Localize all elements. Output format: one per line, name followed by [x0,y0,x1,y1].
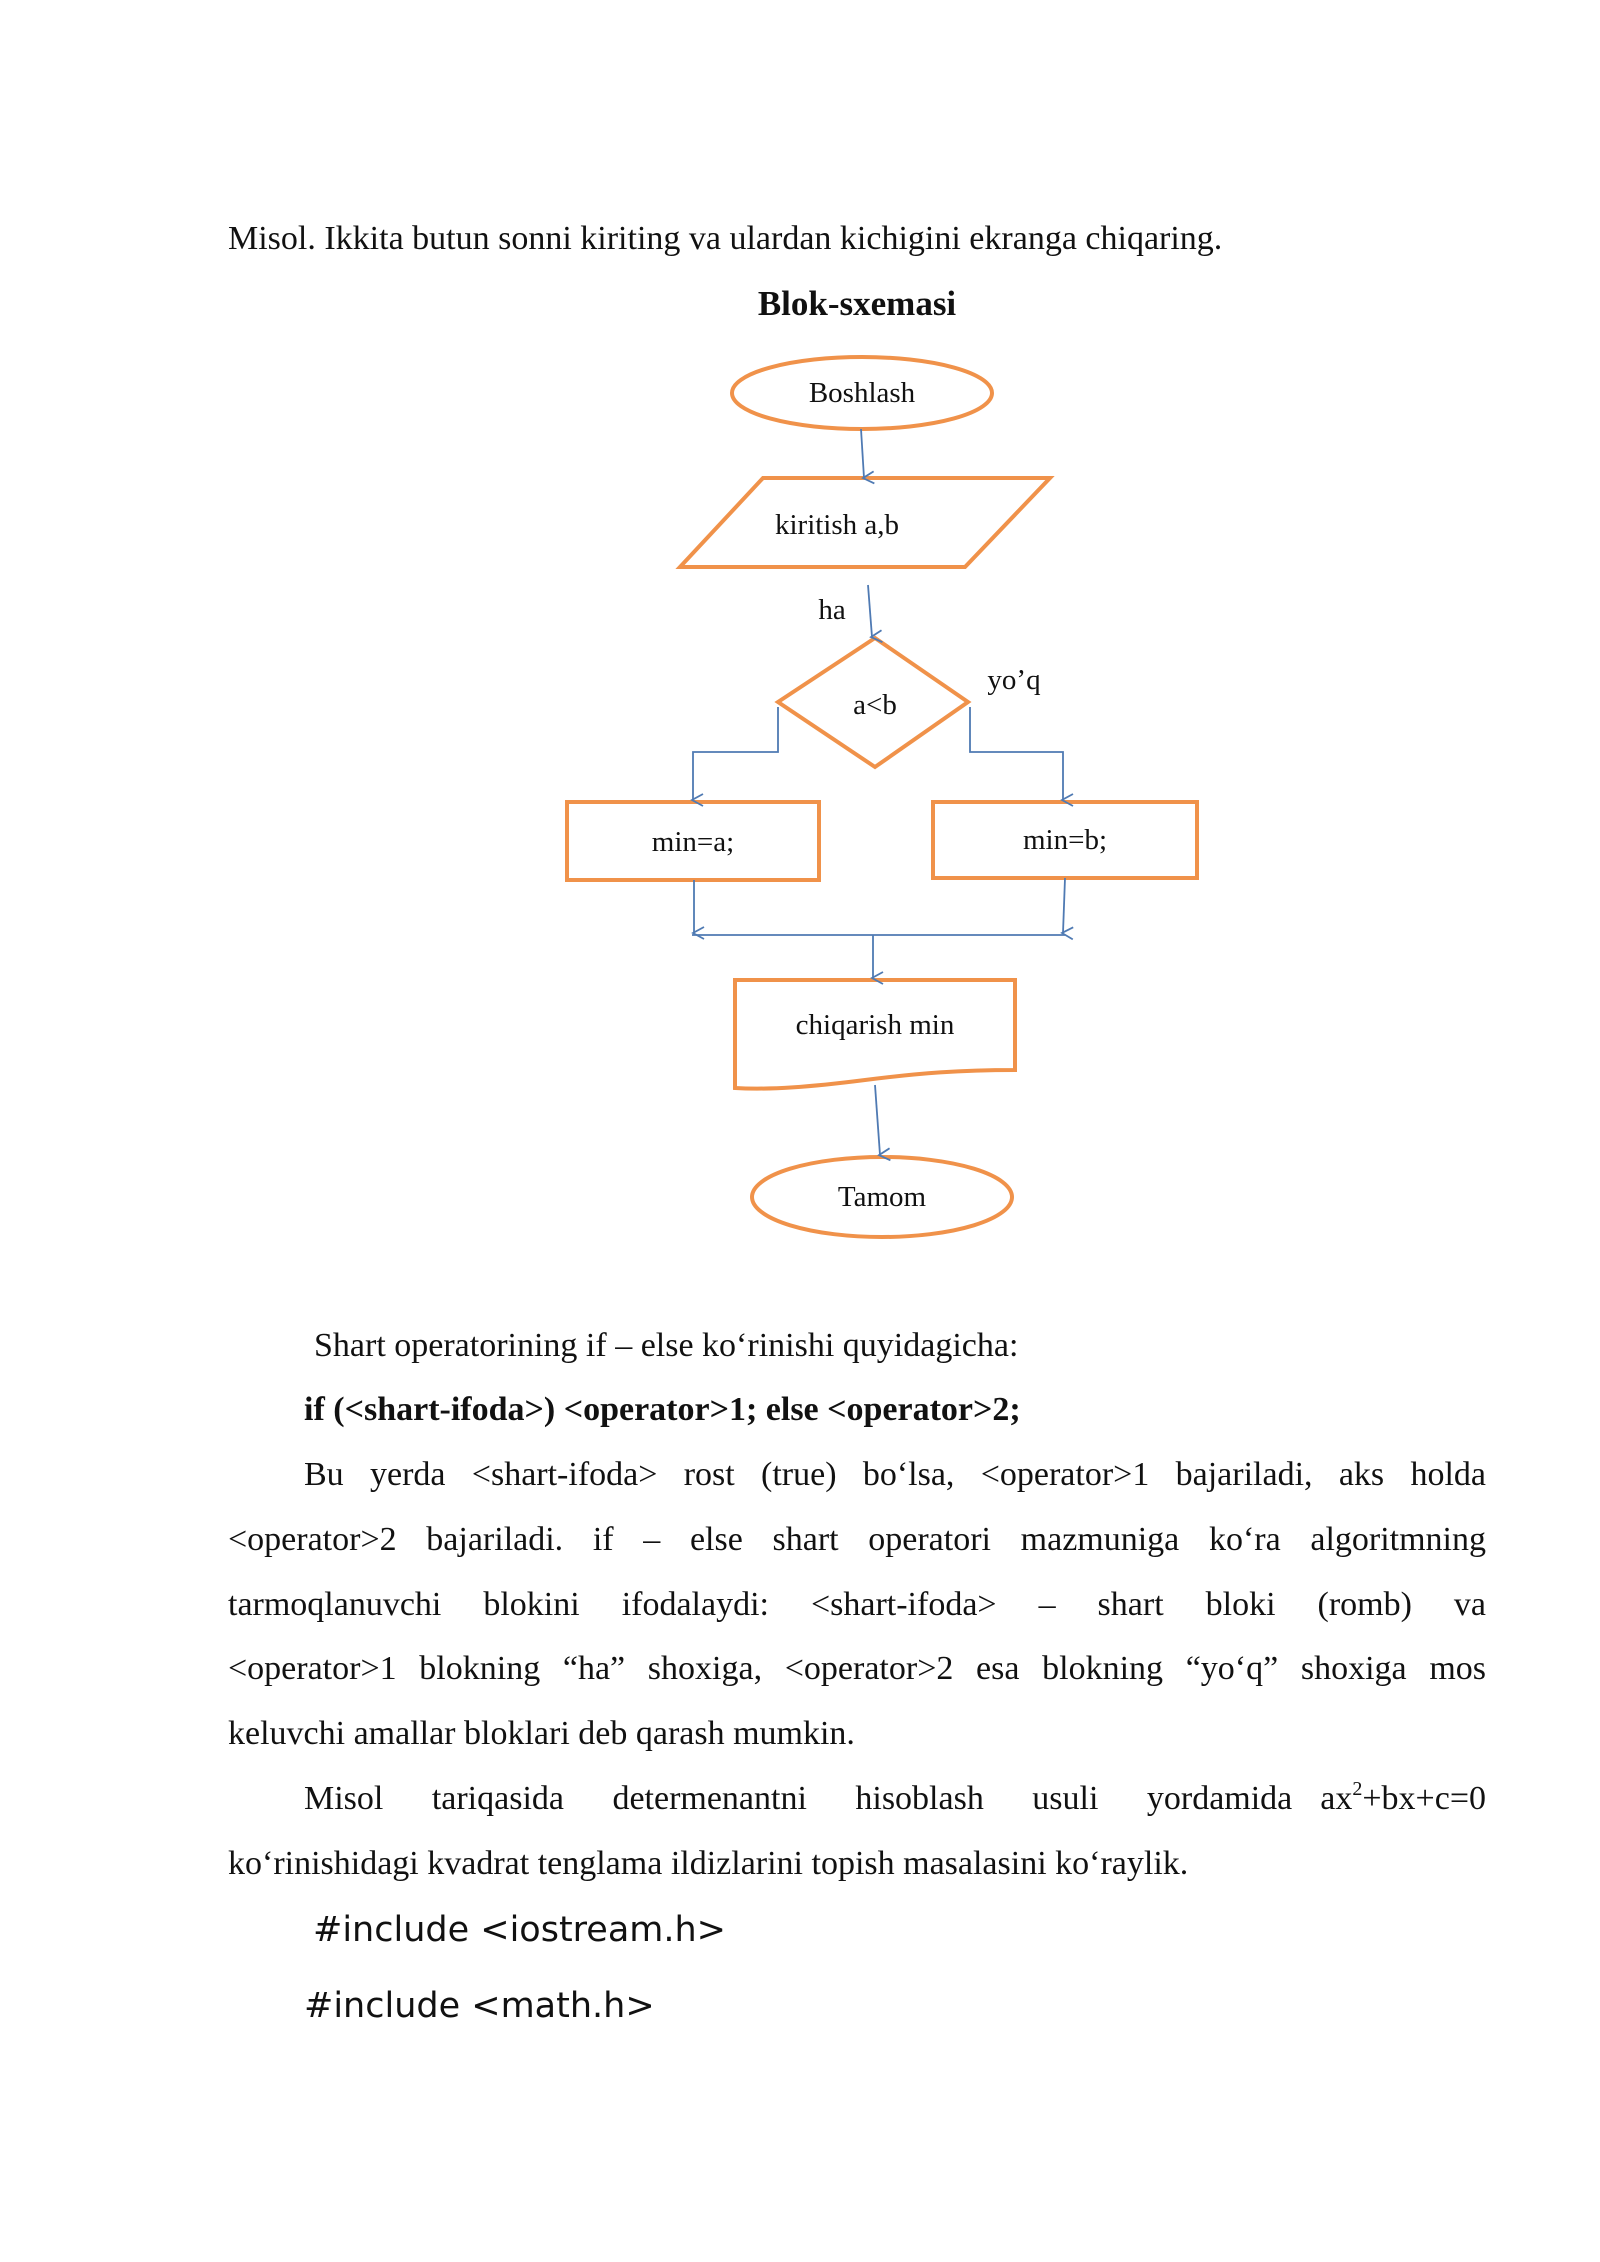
flowchart [520,345,1240,1245]
flowchart-canvas [520,345,1240,1245]
intro-text: Misol. Ikkita butun sonni kiriting va ulardan kichigini ekranga chiqaring. [228,220,1223,257]
if-else-syntax: if (<shart-ifoda>) <operator>1; else <operator>2; [304,1391,1021,1428]
paragraph-text: Misol tariqasida determenantni hisoblash usuli yordamida [304,1780,1293,1817]
decision-label: a<b [853,689,897,721]
flowchart-shapes [567,357,1197,1237]
output-label: chiqarish min [795,1009,955,1041]
yes-branch-label: ha [818,594,846,626]
quadratic-equation [1320,1779,1486,1819]
assign-b-label: min=b; [1022,824,1108,856]
paragraph-line: ko‘rinishidagi kvadrat tenglama ildizlarini topish masalasini ko‘raylik. [228,1845,1189,1882]
paragraph-line: keluvchi amallar bloklari deb qarash mumkin. [228,1715,855,1752]
paragraph-line [304,1779,1486,1819]
paragraph-line: tarmoqlanuvchi blokini ifodalaydi: <shart-ifoda> – shart bloki (romb) va [228,1586,1486,1623]
equation-part: +bx+c=0 [1362,1780,1486,1817]
code-line: #include <math.h> [304,1986,655,2026]
paragraph-line: <operator>2 bajariladi. if – else shart operatori mazmuniga ko‘ra algoritmning [228,1521,1486,1558]
paragraph-if-else-intro: Shart operatorining if – else ko‘rinishi quyidagicha: [314,1327,1019,1364]
flowchart-heading: Blok-sxemasi [757,284,957,323]
equation-exponent: 2 [1352,1778,1363,1800]
start-label: Boshlash [808,377,916,409]
equation-part: ax [1320,1780,1353,1817]
input-label: kiritish a,b [774,509,900,541]
paragraph-line: <operator>1 blokning “ha” shoxiga, <operator>2 esa blokning “yo‘q” shoxiga mos [228,1650,1486,1687]
code-line: #include <iostream.h> [313,1910,727,1950]
no-branch-label: yo’q [987,664,1041,696]
paragraph-line: Bu yerda <shart-ifoda> rost (true) bo‘lsa, <operator>1 bajariladi, aks holda [304,1456,1486,1493]
assign-a-label: min=a; [651,826,735,858]
end-label: Tamom [837,1181,927,1213]
